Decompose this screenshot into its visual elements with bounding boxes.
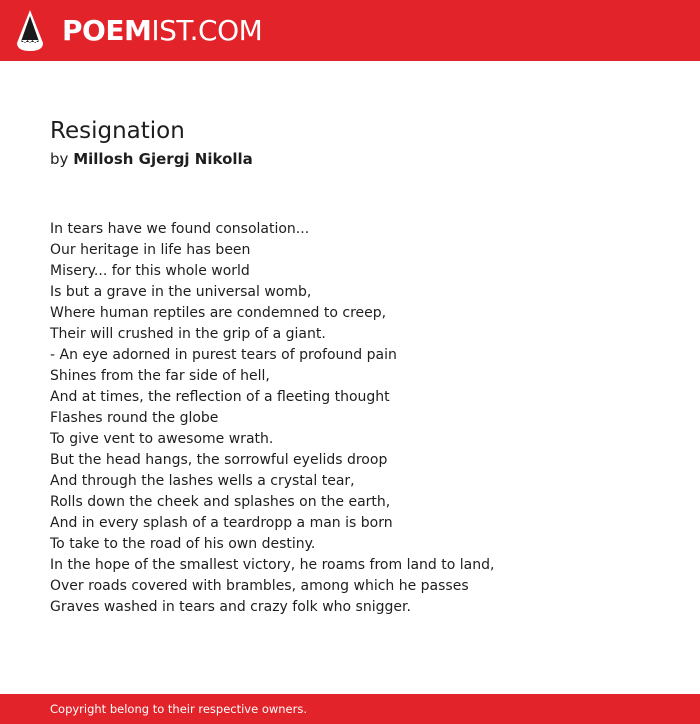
- poem-byline: [50, 148, 253, 170]
- brand-light-text: IST.COM: [151, 14, 263, 47]
- poem-line: Graves washed in tears and crazy folk who snigger.: [50, 599, 411, 615]
- poem-line: And at times, the reflection of a fleeting thought: [50, 389, 390, 405]
- poem-line: Rolls down the cheek and splashes on the earth,: [50, 494, 391, 510]
- poem-line: Shines from the far side of hell,: [50, 368, 270, 384]
- poem-line: And in every splash of a teardropp a man is born: [50, 515, 393, 531]
- site-header: [0, 0, 700, 61]
- site-footer: [0, 694, 700, 724]
- poem-line: In tears have we found consolation...: [50, 221, 310, 237]
- poem-line: - An eye adorned in purest tears of profound pain: [50, 347, 397, 363]
- poem-line: Their will crushed in the grip of a giant.: [50, 326, 326, 342]
- poem-line: Our heritage in life has been: [50, 242, 251, 258]
- poem-line: But the head hangs, the sorrowful eyelids droop: [50, 452, 388, 468]
- site-logo-text[interactable]: [62, 11, 262, 51]
- pencil-tip-icon[interactable]: [17, 10, 43, 51]
- poem-line: And through the lashes wells a crystal tear,: [50, 473, 355, 489]
- copyright-notice: Copyright belong to their respective owners.: [50, 702, 308, 716]
- brand-bold-text: POEM: [62, 14, 152, 47]
- poem-line: To give vent to awesome wrath.: [50, 431, 274, 447]
- poem-line: Is but a grave in the universal womb,: [50, 284, 312, 300]
- byline-label: by: [50, 150, 69, 168]
- poem-line: In the hope of the smallest victory, he roams from land to land,: [50, 557, 495, 573]
- poem-line: Where human reptiles are condemned to creep,: [50, 305, 387, 321]
- poem-title: Resignation: [50, 118, 185, 144]
- poem-author: Millosh Gjergj Nikolla: [73, 150, 253, 168]
- poem-line: To take to the road of his own destiny.: [50, 536, 316, 552]
- poem-line: Flashes round the globe: [50, 410, 219, 426]
- poem-line: Misery... for this whole world: [50, 263, 250, 279]
- poem-body: [50, 219, 670, 618]
- poem-line: Over roads covered with brambles, among which he passes: [50, 578, 469, 594]
